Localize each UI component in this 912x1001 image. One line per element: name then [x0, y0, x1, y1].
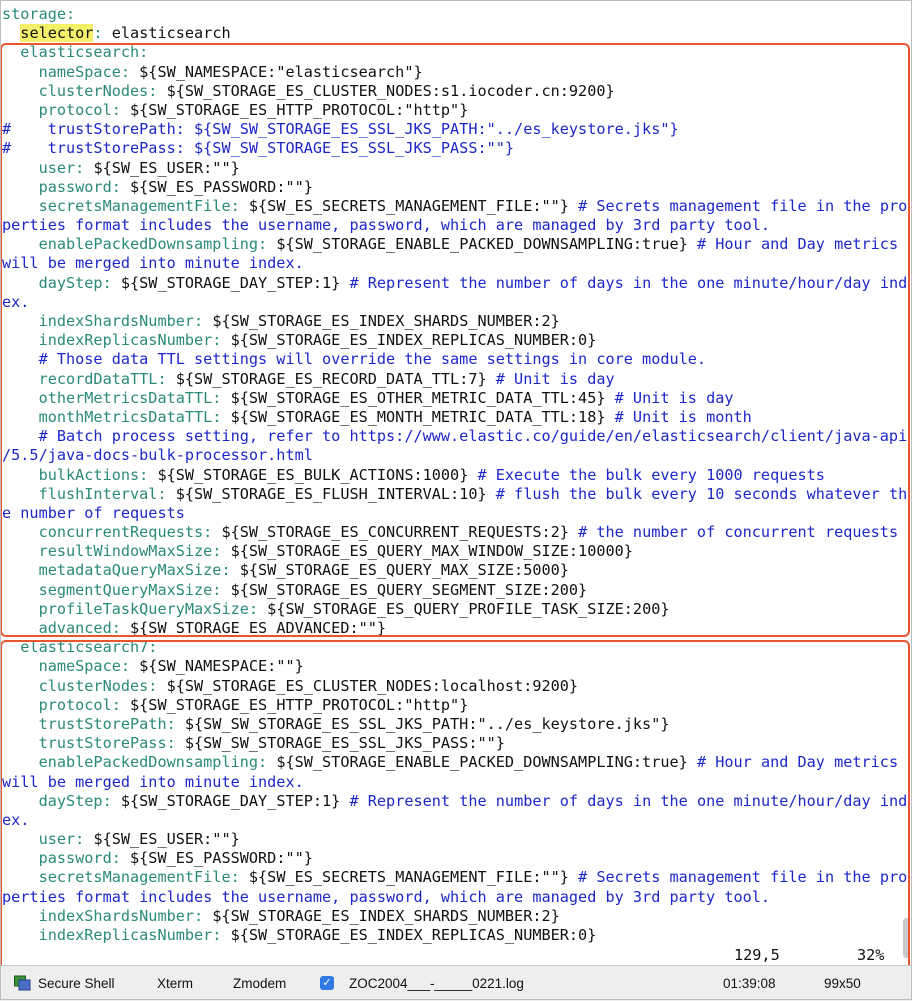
terminal-text-area[interactable]: [2, 5, 907, 945]
terminal-line: [2, 677, 907, 696]
yaml-key: otherMetricsDataTTL:: [2, 388, 222, 407]
yaml-value: ${SW_STORAGE_ENABLE_PACKED_DOWNSAMPLING:true}: [267, 235, 697, 254]
yaml-value: ${SW_STORAGE_ENABLE_PACKED_DOWNSAMPLING:true}: [267, 753, 697, 772]
terminal-line: [2, 139, 907, 158]
yaml-key: bulkActions:: [2, 465, 149, 484]
terminal-line: [2, 120, 907, 139]
yaml-value: ${SW_ES_PASSWORD:""}: [120, 849, 313, 868]
terminal-line: [2, 235, 907, 254]
yaml-value: ${SW_STORAGE_ES_BULK_ACTIONS:1000}: [148, 465, 478, 484]
yaml-value: ${SW_STORAGE_ES_HTTP_PROTOCOL:"http"}: [120, 100, 469, 119]
terminal-line: [2, 159, 907, 178]
yaml-value: [2, 24, 20, 42]
terminal-line: [2, 101, 907, 120]
terminal-line: [2, 907, 907, 926]
terminal-line: [2, 773, 907, 792]
comment-text: # Hour and Day metrics: [696, 753, 899, 772]
terminal-line: [2, 389, 907, 408]
clock: 01:39:08: [723, 976, 776, 991]
terminal-line: [2, 792, 907, 811]
yaml-key: nameSpace:: [2, 62, 131, 81]
comment-text: # Unit is day: [614, 388, 734, 407]
terminal-line: [2, 293, 907, 312]
yaml-value: ${SW_STORAGE_ES_INDEX_SHARDS_NUMBER:2}: [203, 906, 560, 925]
checkbox-checked-icon[interactable]: ✓: [320, 976, 334, 990]
xterm-button[interactable]: Xterm: [157, 976, 194, 991]
yaml-key: :: [93, 24, 103, 43]
yaml-value: ${SW_ES_SECRETS_MANAGEMENT_FILE:""}: [239, 868, 579, 887]
yaml-value: ${SW_STORAGE_ES_INDEX_SHARDS_NUMBER:2}: [203, 312, 560, 330]
terminal-line: [2, 715, 907, 734]
yaml-key: user:: [2, 158, 85, 177]
yaml-key: dayStep:: [2, 791, 112, 810]
yaml-value: ${SW_STORAGE_ES_CLUSTER_NODES:localhost:9200}: [157, 676, 579, 695]
comment-text: # Unit is month: [614, 407, 752, 426]
yaml-value: ${SW_ES_USER:""}: [84, 158, 240, 177]
cursor-position: 129,5: [734, 946, 780, 964]
terminal-line: [2, 830, 907, 849]
terminal-line: [2, 638, 907, 657]
yaml-key: indexReplicasNumber:: [2, 926, 222, 944]
yaml-value: ${SW_STORAGE_ES_FLUSH_INTERVAL:10}: [166, 484, 496, 503]
yaml-value: ${SW_STORAGE_ES_QUERY_PROFILE_TASK_SIZE:200}: [258, 599, 670, 618]
terminal-line: [2, 849, 907, 868]
yaml-key: dayStep:: [2, 273, 112, 292]
comment-text: # Execute the bulk every 1000 requests: [477, 465, 825, 484]
terminal-line: [2, 254, 907, 273]
yaml-value: ${SW_NAMESPACE:"elasticsearch"}: [130, 62, 423, 81]
terminal-line: [2, 43, 907, 62]
secure-shell-button[interactable]: Secure Shell: [38, 976, 115, 991]
yaml-key: protocol:: [2, 100, 121, 119]
vertical-scrollbar[interactable]: [903, 918, 910, 958]
comment-text: # flush the bulk every 10 seconds whatever th: [495, 484, 908, 503]
yaml-value: ${SW_SW_STORAGE_ES_SSL_JKS_PATH:"../es_keystore.jks"}: [175, 714, 670, 733]
terminal-line: [2, 542, 907, 561]
yaml-key: elasticsearch7:: [2, 638, 158, 657]
yaml-value: ${SW_NAMESPACE:""}: [130, 657, 304, 676]
terminal-line: [2, 274, 907, 293]
yaml-key: indexShardsNumber:: [2, 312, 204, 330]
comment-text: e number of requests: [2, 503, 185, 522]
yaml-value: ${SW_STORAGE_ES_CLUSTER_NODES:s1.iocoder.cn:9200}: [157, 81, 615, 100]
comment-text: perties format includes the username, password, which are managed by 3rd party tool.: [2, 216, 771, 235]
terminal-line: [2, 523, 907, 542]
yaml-key: trustStorePass:: [2, 734, 176, 753]
yaml-value: ${SW_STORAGE_ES_QUERY_MAX_SIZE:5000}: [230, 561, 569, 580]
yaml-key: metadataQueryMaxSize:: [2, 561, 231, 580]
yaml-value: ${SW_STORAGE_ES_QUERY_SEGMENT_SIZE:200}: [221, 580, 588, 599]
yaml-value: ${SW_STORAGE_ES_QUERY_MAX_WINDOW_SIZE:10000}: [221, 542, 633, 561]
yaml-value: ${SW_ES_USER:""}: [84, 830, 240, 849]
yaml-value: ${SW_ES_PASSWORD:""}: [120, 177, 313, 196]
comment-text: perties format includes the username, password, which are managed by 3rd party tool.: [2, 887, 771, 906]
yaml-value: ${SW_SW_STORAGE_ES_SSL_JKS_PASS:""}: [175, 734, 505, 753]
terminal-line: [2, 811, 907, 830]
terminal-line: [2, 197, 907, 216]
terminal-line: [2, 657, 907, 676]
yaml-key: clusterNodes:: [2, 676, 158, 695]
yaml-value: ${SW_STORAGE_ES_RECORD_DATA_TTL:7}: [166, 369, 496, 388]
yaml-value: ${SW_ES_SECRETS_MANAGEMENT_FILE:""}: [239, 196, 579, 215]
terminal-line: [2, 331, 907, 350]
yaml-key: secretsManagementFile:: [2, 196, 240, 215]
comment-text: ex.: [2, 810, 30, 829]
yaml-key: flushInterval:: [2, 484, 167, 503]
yaml-key: password:: [2, 849, 121, 868]
terminal-line: [2, 370, 907, 389]
yaml-value: ${SW_STORAGE_DAY_STEP:1}: [111, 791, 350, 810]
terminal-line: [2, 312, 907, 331]
comment-text: # trustStorePass: ${SW_SW_STORAGE_ES_SSL_JKS_PASS:""}: [2, 139, 515, 158]
terminal-line: [2, 466, 907, 485]
comment-text: will be merged into minute index.: [2, 772, 304, 791]
comment-text: # Unit is day: [495, 369, 615, 388]
terminal-line: [2, 446, 907, 465]
terminal-line: [2, 216, 907, 235]
yaml-key: elasticsearch:: [2, 43, 149, 62]
terminal-line: [2, 734, 907, 753]
yaml-value: ${SW_STORAGE_ES_INDEX_REPLICAS_NUMBER:0}: [221, 331, 597, 350]
comment-text: # Those data TTL settings will override the same settings in core module.: [2, 350, 707, 369]
terminal-line: [2, 696, 907, 715]
comment-text: ex.: [2, 292, 30, 311]
yaml-key: concurrentRequests:: [2, 523, 213, 542]
status-bar: [0, 965, 912, 1001]
comment-text: # Batch process setting, refer to https://www.elastic.co/guide/en/elasticsearch/client/java-api: [2, 427, 908, 446]
comment-text: /5.5/java-docs-bulk-processor.html: [2, 446, 313, 465]
yaml-value: ${SW_STORAGE_ES_CONCURRENT_REQUESTS:2}: [212, 523, 579, 542]
yaml-key: recordDataTTL:: [2, 369, 167, 388]
yaml-value: ${SW_STORAGE_ES_INDEX_REPLICAS_NUMBER:0}: [221, 926, 597, 944]
log-file-label[interactable]: ZOC2004___-_____0221.log: [349, 976, 524, 991]
yaml-value: ${SW_STORAGE_ES_ADVANCED:""}: [120, 619, 387, 637]
comment-text: will be merged into minute index.: [2, 254, 304, 273]
comment-text: # Secrets management file in the pro: [578, 196, 908, 215]
yaml-value: ${SW_STORAGE_ES_OTHER_METRIC_DATA_TTL:45}: [221, 388, 615, 407]
yaml-value: ${SW_STORAGE_ES_HTTP_PROTOCOL:"http"}: [120, 695, 469, 714]
yaml-key: storage:: [2, 5, 76, 23]
terminal-line: [2, 888, 907, 907]
yaml-value: elasticsearch: [102, 24, 231, 43]
terminal-line: [2, 350, 907, 369]
yaml-key: resultWindowMaxSize:: [2, 542, 222, 561]
comment-text: # Hour and Day metrics: [696, 235, 899, 254]
yaml-key: segmentQueryMaxSize:: [2, 580, 222, 599]
terminal-line: [2, 504, 907, 523]
yaml-key: protocol:: [2, 695, 121, 714]
terminal-line: [2, 561, 907, 580]
terminal-line: [2, 178, 907, 197]
comment-text: # trustStorePath: ${SW_SW_STORAGE_ES_SSL_JKS_PATH:"../es_keystore.jks"}: [2, 120, 679, 139]
terminal-line: [2, 427, 907, 446]
terminal-line: [2, 619, 907, 638]
yaml-key: enablePackedDownsampling:: [2, 753, 268, 772]
terminal-line: [2, 82, 907, 101]
terminal-line: [2, 753, 907, 772]
terminal-line: [2, 868, 907, 887]
yaml-key: nameSpace:: [2, 657, 131, 676]
terminal-line: [2, 24, 907, 43]
yaml-value: ${SW_STORAGE_DAY_STEP:1}: [111, 273, 350, 292]
yaml-key: monthMetricsDataTTL:: [2, 407, 222, 426]
yaml-key: password:: [2, 177, 121, 196]
scroll-percent: 32%: [857, 946, 885, 964]
yaml-key: indexReplicasNumber:: [2, 331, 222, 350]
terminal-line: [2, 408, 907, 427]
terminal-line: [2, 926, 907, 945]
terminal-line: [2, 600, 907, 619]
terminal-line: [2, 485, 907, 504]
zmodem-button[interactable]: Zmodem: [233, 976, 287, 991]
yaml-key: profileTaskQueryMaxSize:: [2, 599, 259, 618]
yaml-value: ${SW_STORAGE_ES_MONTH_METRIC_DATA_TTL:18}: [221, 407, 615, 426]
shell-icon: [14, 975, 31, 991]
comment-text: # Secrets management file in the pro: [578, 868, 908, 887]
comment-text: # Represent the number of days in the one minute/hour/day ind: [349, 791, 908, 810]
comment-text: # Represent the number of days in the one minute/hour/day ind: [349, 273, 908, 292]
search-highlight: selector: [20, 24, 94, 43]
terminal-line: [2, 63, 907, 82]
yaml-key: advanced:: [2, 619, 121, 637]
yaml-key: clusterNodes:: [2, 81, 158, 100]
yaml-key: user:: [2, 830, 85, 849]
terminal-line: [2, 5, 907, 24]
yaml-key: indexShardsNumber:: [2, 906, 204, 925]
terminal-size: 99x50: [824, 976, 861, 991]
yaml-key: secretsManagementFile:: [2, 868, 240, 887]
terminal-line: [2, 581, 907, 600]
yaml-key: enablePackedDownsampling:: [2, 235, 268, 254]
comment-text: # the number of concurrent requests: [578, 523, 899, 542]
yaml-key: trustStorePath:: [2, 714, 176, 733]
